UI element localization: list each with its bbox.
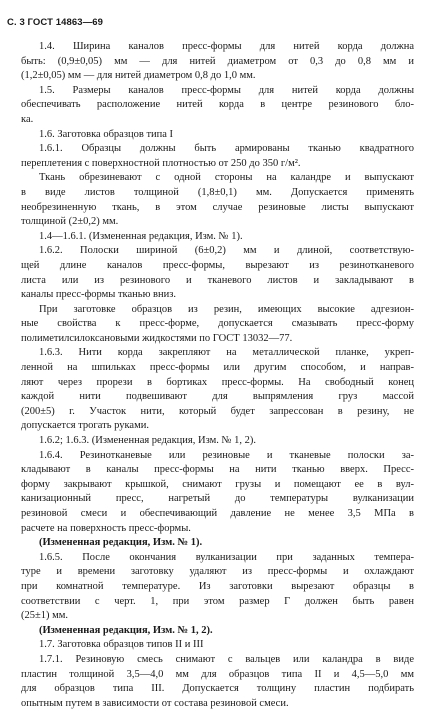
text-line: резиновой смеси и обеспечивающий давление не менее 3,5 МПа в: [21, 508, 414, 519]
text-line: обеспечивать расположение нитей корда в центре резинового бло-: [21, 99, 414, 111]
text-line: 1.6.5. После окончания вулканизации при заданных темпера-: [39, 551, 414, 563]
text-line: для образцов типа III. Допускается толщину пластин подбирать: [21, 683, 414, 695]
text-line: (1,2±0,05) мм — для нитей диаметром 0,8 до 1,0 мм.: [21, 70, 256, 82]
text-line: быть: (0,9±0,05) мм — для нитей диаметром от 0,3 до 0,8 мм и: [21, 55, 414, 67]
text-line: соответствии с черт. 1, при этом размер Г должен быть равен: [21, 595, 414, 607]
text-line: 1.7. Заготовка образцов типов II и III: [39, 639, 204, 651]
text-line: переплетения с поверхностной плотностью от 250 до 350 г/м².: [21, 157, 301, 169]
text-line: при комнатной температуре. Из заготовки вырезают образцы в: [21, 580, 414, 592]
text-line: 1.5. Размеры каналов пресс-формы для нитей корда должны: [39, 84, 414, 96]
text-line: допускается трогать руками.: [21, 420, 149, 432]
text-line: 1.6.3. Нити корда закрепляют на металлической планке, укреп-: [39, 347, 414, 359]
text-line: 1.6.4. Резинотканевые или резиновые и тканевые полоски за-: [39, 449, 414, 461]
text-line: опытным путем в зависимости от состава резиновой смеси.: [21, 697, 289, 709]
text-line: ные свойства к пресс-форме, допускается смазывать пресс-форму: [21, 318, 414, 330]
text-line: (Измененная редакция, Изм. № 1, 2).: [39, 624, 213, 636]
text-line: кладывают в каналы пресс-формы на нити тканью вверх. Пресс-: [21, 464, 414, 476]
text-line: 1.4. Ширина каналов пресс-формы для нитей корда должна: [39, 41, 414, 52]
text-line: (Измененная редакция, Изм. № 1).: [39, 537, 203, 549]
page-header: С. 3 ГОСТ 14863—69: [7, 17, 104, 28]
text-line: При заготовке образцов из резин, имеющих высокие адгезион-: [39, 303, 414, 315]
text-line: 1.6.2; 1.6.3. (Измененная редакция, Изм. № 1, 2).: [39, 435, 256, 447]
text-line: каждой нити подвешивают для выпрямления груз массой: [21, 391, 414, 403]
text-line: 1.7.1. Резиновую смесь снимают с вальцев или каландра в виде: [39, 653, 414, 665]
text-line: листа или из резинового и тканевого листов и закладывают в: [21, 274, 414, 286]
text-line: в виде листов толщиной (1,8±0,1) мм. Допускается применять: [21, 186, 414, 198]
text-line: 1.6.2. Полоски шириной (6±0,2) мм и длиной, соответствую-: [39, 245, 414, 257]
text-line: расчете на поверхность пресс-формы.: [21, 522, 191, 534]
text-line: щей длине каналов пресс-формы, вырезают из резинотканевого: [21, 259, 414, 271]
text-line: Ткань обрезиневают с одной стороны на каландре и выпускают: [39, 172, 414, 184]
text-line: ка.: [21, 113, 34, 125]
document-body: [21, 40, 414, 711]
text-line: форму закрывают крышкой, снимают грузы и помещают ее в вул-: [21, 478, 414, 490]
text-line: пластин толщиной 3,5—4,0 мм для образцов типа II и 4,5—5,0 мм: [21, 668, 414, 680]
text-line: канизационный пресс, нагретый до температуры вулканизации: [21, 493, 414, 505]
text-line: 1.6. Заготовка образцов типа I: [39, 128, 174, 140]
text-line: (200±5) г. Участок нити, который будет запрессован в резину, не: [21, 405, 414, 417]
text-line: толщиной (2±0,2) мм.: [21, 216, 119, 228]
text-line: туре и времени заготовку удаляют из пресс-формы и охлаждают: [21, 566, 414, 578]
text-line: (25±1) мм.: [21, 610, 69, 622]
text-line: ляют через прорези в бортиках пресс-формы. На свободный конец: [21, 376, 414, 388]
text-line: каналы пресс-формы тканью вниз.: [21, 289, 177, 301]
text-line: ленной на шпильках пресс-формы или другим способом, и направ-: [21, 362, 414, 374]
text-line: необрезиненную ткань, в этом случае резиновые листы выпускают: [21, 201, 414, 213]
text-line: 1.6.1. Образцы должны быть армированы тканью квадратного: [39, 143, 414, 155]
text-line: полиметилсилоксановыми жидкостями по ГОСТ 13032—77.: [21, 332, 293, 344]
text-line: 1.4—1.6.1. (Измененная редакция, Изм. № 1).: [39, 230, 243, 242]
